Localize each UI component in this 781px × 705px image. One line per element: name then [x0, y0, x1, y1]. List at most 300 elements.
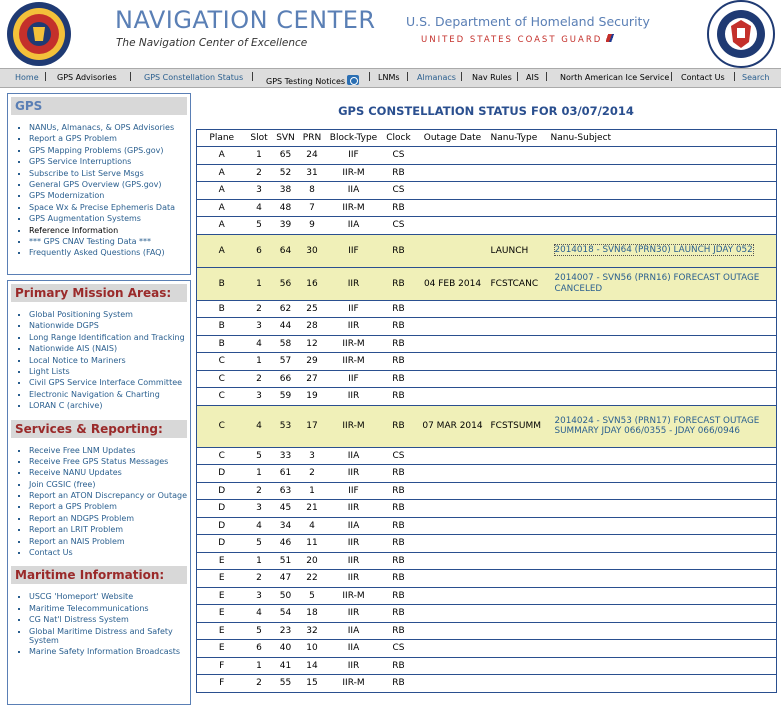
nav-search[interactable]: Search: [742, 73, 770, 82]
cell-block-type: IIF: [325, 370, 383, 388]
cell-plane: F: [197, 657, 247, 675]
sidebar-mission-list: [8, 302, 190, 417]
cell-plane: E: [197, 640, 247, 658]
cell-nanu-subject: [551, 605, 777, 623]
cell-plane: E: [197, 587, 247, 605]
sidebar-services-list: [8, 438, 190, 564]
cell-slot: 6: [247, 234, 272, 267]
cell-plane: D: [197, 482, 247, 500]
cell-svn: 56: [272, 267, 300, 300]
column-header-nanu-type: Nanu-Type: [491, 130, 551, 147]
cell-svn: 57: [272, 353, 300, 371]
cell-outage-date: [415, 318, 491, 336]
nav-contact-us[interactable]: Contact Us: [681, 73, 725, 82]
cell-outage-date: [415, 535, 491, 553]
cell-nanu-type: [491, 465, 551, 483]
cell-plane: F: [197, 675, 247, 693]
cell-slot: 2: [247, 300, 272, 318]
dhs-seal-icon[interactable]: [704, 0, 779, 68]
table-row: [197, 217, 777, 235]
cell-slot: 1: [247, 267, 272, 300]
sidebar-gps-heading: GPS: [11, 97, 187, 115]
cell-prn: 17: [300, 405, 325, 447]
column-header-slot: Slot: [247, 130, 272, 147]
sidebar-link[interactable]: CG Nat'l Distress System: [16, 615, 190, 624]
cell-nanu-type: [491, 182, 551, 200]
cell-nanu-type: [491, 535, 551, 553]
sidebar-link[interactable]: Nationwide DGPS: [16, 321, 190, 330]
cell-plane: C: [197, 370, 247, 388]
cell-clock: RB: [383, 164, 415, 182]
cell-svn: 52: [272, 164, 300, 182]
cell-slot: 1: [247, 147, 272, 165]
cell-svn: 55: [272, 675, 300, 693]
cell-outage-date: [415, 622, 491, 640]
sidebar-link[interactable]: Receive Free LNM Updates: [16, 446, 190, 455]
cell-svn: 59: [272, 388, 300, 406]
column-header-plane: Plane: [197, 130, 247, 147]
sidebar-link[interactable]: Maritime Telecommunications: [16, 604, 190, 613]
sidebar-link[interactable]: Nationwide AIS (NAIS): [16, 344, 190, 353]
cell-outage-date: [415, 657, 491, 675]
cell-outage-date: [415, 370, 491, 388]
cell-block-type: IIR-M: [325, 587, 383, 605]
cell-prn: 1: [300, 482, 325, 500]
table-row: [197, 605, 777, 623]
cell-slot: 3: [247, 318, 272, 336]
table-row: [197, 447, 777, 465]
cell-plane: E: [197, 605, 247, 623]
cell-outage-date: [415, 640, 491, 658]
table-row: [197, 570, 777, 588]
cell-block-type: IIR: [325, 465, 383, 483]
cell-block-type: IIA: [325, 182, 383, 200]
cell-svn: 62: [272, 300, 300, 318]
cell-block-type: IIR-M: [325, 353, 383, 371]
cell-block-type: IIR-M: [325, 405, 383, 447]
table-row: [197, 147, 777, 165]
cell-nanu-type: [491, 587, 551, 605]
cell-nanu-type: [491, 388, 551, 406]
cell-nanu-type: [491, 335, 551, 353]
cell-nanu-subject: [551, 482, 777, 500]
cell-outage-date: [415, 335, 491, 353]
nav-testing-label: GPS Testing Notices: [266, 77, 346, 86]
cell-block-type: IIR: [325, 267, 383, 300]
cell-svn: 61: [272, 465, 300, 483]
cell-nanu-subject: [551, 535, 777, 553]
cell-outage-date: 04 FEB 2014: [415, 267, 491, 300]
cell-outage-date: [415, 465, 491, 483]
cell-clock: CS: [383, 147, 415, 165]
table-body: [197, 147, 777, 693]
cell-clock: RB: [383, 388, 415, 406]
cell-block-type: IIR: [325, 657, 383, 675]
sidebar-link[interactable]: *** GPS CNAV Testing Data ***: [16, 237, 190, 246]
cell-svn: 45: [272, 500, 300, 518]
cell-plane: C: [197, 405, 247, 447]
table-row: [197, 164, 777, 182]
cell-svn: 47: [272, 570, 300, 588]
cell-prn: 28: [300, 318, 325, 336]
cell-nanu-type: [491, 217, 551, 235]
column-header-block-type: Block-Type: [325, 130, 383, 147]
nav-separator: |: [516, 72, 520, 82]
cell-nanu-subject[interactable]: [551, 234, 777, 267]
cell-nanu-type: [491, 552, 551, 570]
cell-block-type: IIR: [325, 605, 383, 623]
cell-svn: 54: [272, 605, 300, 623]
sidebar-link[interactable]: Receive Free GPS Status Messages: [16, 457, 190, 466]
cell-prn: 29: [300, 353, 325, 371]
cell-nanu-subject: [551, 388, 777, 406]
cell-prn: 30: [300, 234, 325, 267]
uscg-seal-icon[interactable]: [3, 1, 76, 67]
cell-slot: 1: [247, 552, 272, 570]
cell-clock: RB: [383, 552, 415, 570]
cell-block-type: IIF: [325, 482, 383, 500]
cell-nanu-type: [491, 500, 551, 518]
cell-outage-date: [415, 199, 491, 217]
table-row: [197, 405, 777, 447]
cell-clock: RB: [383, 622, 415, 640]
sidebar-info-box: [7, 280, 191, 705]
sidebar-maritime-heading: Maritime Information:: [11, 566, 187, 584]
cell-plane: D: [197, 465, 247, 483]
cell-plane: C: [197, 388, 247, 406]
cell-svn: 34: [272, 517, 300, 535]
cell-outage-date: [415, 182, 491, 200]
cell-nanu-type: [491, 622, 551, 640]
sidebar-link[interactable]: Receive NANU Updates: [16, 468, 190, 477]
cell-nanu-subject: [551, 335, 777, 353]
cell-nanu-subject: [551, 370, 777, 388]
top-navigation: [0, 68, 781, 88]
sidebar-link[interactable]: GPS Modernization: [16, 191, 190, 200]
cell-clock: RB: [383, 482, 415, 500]
dhs-title: U.S. Department of Homeland Security: [406, 14, 650, 29]
cell-nanu-type: [491, 517, 551, 535]
cell-prn: 31: [300, 164, 325, 182]
cell-nanu-type: [491, 482, 551, 500]
cell-nanu-type: [491, 447, 551, 465]
table-row: [197, 335, 777, 353]
cell-slot: 2: [247, 164, 272, 182]
nav-gps-advisories[interactable]: GPS Advisories: [57, 73, 117, 82]
cell-svn: 48: [272, 199, 300, 217]
table-row: [197, 622, 777, 640]
cell-slot: 2: [247, 570, 272, 588]
cell-nanu-type: [491, 353, 551, 371]
cell-clock: RB: [383, 199, 415, 217]
cell-nanu-type: [491, 605, 551, 623]
cell-prn: 24: [300, 147, 325, 165]
table-row: [197, 318, 777, 336]
cell-plane: A: [197, 182, 247, 200]
nav-constellation-status[interactable]: GPS Constellation Status: [144, 73, 244, 82]
page-title: GPS CONSTELLATION STATUS FOR 03/07/2014: [338, 104, 634, 118]
cell-slot: 3: [247, 182, 272, 200]
cell-prn: 8: [300, 182, 325, 200]
nav-separator: |: [251, 72, 255, 82]
nav-separator: |: [44, 72, 48, 82]
cell-block-type: IIR: [325, 552, 383, 570]
table-row: [197, 370, 777, 388]
column-header-svn: SVN: [272, 130, 300, 147]
cell-clock: RB: [383, 570, 415, 588]
sidebar-gps-list: [8, 115, 190, 264]
cell-nanu-subject: [551, 318, 777, 336]
sidebar-link[interactable]: GPS Augmentation Systems: [16, 214, 190, 223]
cell-clock: RB: [383, 370, 415, 388]
sidebar-link[interactable]: Join CGSIC (free): [16, 480, 190, 489]
column-header-outage-date: Outage Date: [415, 130, 491, 147]
cell-prn: 9: [300, 217, 325, 235]
sidebar-services-heading: Services & Reporting:: [11, 420, 187, 438]
cell-slot: 5: [247, 447, 272, 465]
cell-nanu-subject: [551, 465, 777, 483]
nav-separator: |: [670, 72, 674, 82]
cell-prn: 15: [300, 675, 325, 693]
cell-nanu-subject: [551, 517, 777, 535]
cell-nanu-subject: [551, 164, 777, 182]
cell-slot: 2: [247, 370, 272, 388]
table-row: [197, 500, 777, 518]
cell-plane: A: [197, 199, 247, 217]
cell-block-type: IIR: [325, 570, 383, 588]
sidebar-gps-box: [7, 93, 191, 275]
sidebar-link[interactable]: Frequently Asked Questions (FAQ): [16, 248, 190, 257]
sidebar-mission-heading: Primary Mission Areas:: [11, 284, 187, 302]
sidebar-link[interactable]: Subscribe to List Serve Msgs: [16, 169, 190, 178]
cell-outage-date: [415, 300, 491, 318]
cell-nanu-type: [491, 300, 551, 318]
cell-clock: RB: [383, 300, 415, 318]
cell-svn: 53: [272, 405, 300, 447]
cell-prn: 11: [300, 535, 325, 553]
nanu-subject-link[interactable]: 2014018 - SVN64 (PRN30) LAUNCH JDAY 052: [554, 245, 753, 256]
nav-separator: |: [733, 72, 737, 82]
nav-testing-notices[interactable]: [266, 75, 359, 86]
cell-svn: 51: [272, 552, 300, 570]
sidebar-link[interactable]: General GPS Overview (GPS.gov): [16, 180, 190, 189]
nav-home[interactable]: Home: [15, 73, 39, 82]
cell-block-type: IIA: [325, 622, 383, 640]
table-row: [197, 353, 777, 371]
cell-outage-date: [415, 500, 491, 518]
cell-outage-date: [415, 388, 491, 406]
cell-plane: B: [197, 300, 247, 318]
cell-slot: 4: [247, 199, 272, 217]
cell-block-type: IIR: [325, 535, 383, 553]
table-row: [197, 535, 777, 553]
table-row: [197, 388, 777, 406]
nav-separator: |: [368, 72, 372, 82]
sidebar-link[interactable]: Report a GPS Problem: [16, 134, 190, 143]
cell-block-type: IIA: [325, 640, 383, 658]
cell-plane: C: [197, 353, 247, 371]
cell-prn: 32: [300, 622, 325, 640]
cell-nanu-subject: [551, 675, 777, 693]
table-row: [197, 640, 777, 658]
cell-plane: A: [197, 217, 247, 235]
cell-svn: 38: [272, 182, 300, 200]
cell-nanu-subject: [551, 657, 777, 675]
sidebar-link[interactable]: Global Maritime Distress and Safety System: [16, 627, 190, 645]
cell-svn: 39: [272, 217, 300, 235]
cell-slot: 5: [247, 535, 272, 553]
cell-nanu-subject: [551, 640, 777, 658]
table-row: [197, 587, 777, 605]
cell-clock: CS: [383, 217, 415, 235]
cell-prn: 5: [300, 587, 325, 605]
sidebar-link[interactable]: Marine Safety Information Broadcasts: [16, 647, 190, 656]
cell-block-type: IIR: [325, 500, 383, 518]
cell-clock: RB: [383, 675, 415, 693]
sidebar-link[interactable]: Contact Us: [16, 548, 190, 557]
cell-nanu-type: [491, 199, 551, 217]
cell-svn: 66: [272, 370, 300, 388]
table-row: [197, 465, 777, 483]
nav-almanacs[interactable]: Almanacs: [417, 73, 456, 82]
cell-clock: RB: [383, 605, 415, 623]
sidebar-link[interactable]: Civil GPS Service Interface Committee: [16, 378, 190, 387]
cell-nanu-subject[interactable]: 2014024 - SVN53 (PRN17) FORECAST OUTAGE SUMMARY JDAY 066/0355 - JDAY 066/0946: [551, 405, 777, 447]
cell-nanu-subject: [551, 552, 777, 570]
cell-prn: 16: [300, 267, 325, 300]
cell-prn: 2: [300, 465, 325, 483]
cell-plane: D: [197, 517, 247, 535]
cell-plane: B: [197, 318, 247, 336]
cell-nanu-type: [491, 675, 551, 693]
cell-clock: RB: [383, 465, 415, 483]
cell-nanu-type: [491, 640, 551, 658]
cell-clock: RB: [383, 267, 415, 300]
cell-prn: 20: [300, 552, 325, 570]
sidebar-link[interactable]: Report an NDGPS Problem: [16, 514, 190, 523]
cell-prn: 14: [300, 657, 325, 675]
uscg-stripe-icon: [606, 34, 614, 42]
sidebar-link[interactable]: NANUs, Almanacs, & OPS Advisories: [16, 123, 190, 132]
sidebar-maritime-list: [8, 584, 190, 662]
cell-outage-date: [415, 482, 491, 500]
cell-nanu-type: [491, 570, 551, 588]
cell-block-type: IIF: [325, 147, 383, 165]
cell-block-type: IIR-M: [325, 675, 383, 693]
cell-outage-date: [415, 447, 491, 465]
cell-nanu-type: [491, 657, 551, 675]
cell-block-type: IIA: [325, 217, 383, 235]
nav-separator: |: [406, 72, 410, 82]
cell-plane: A: [197, 147, 247, 165]
sidebar-link[interactable]: Space Wx & Precise Ephemeris Data: [16, 203, 190, 212]
constellation-table: [196, 129, 777, 693]
sidebar-link[interactable]: USCG 'Homeport' Website: [16, 592, 190, 601]
cell-nanu-subject: [551, 199, 777, 217]
cell-svn: 65: [272, 147, 300, 165]
cell-plane: B: [197, 335, 247, 353]
table-header-row: [197, 130, 777, 147]
cell-outage-date: [415, 147, 491, 165]
cell-clock: RB: [383, 405, 415, 447]
site-header: [0, 0, 781, 68]
cell-nanu-subject[interactable]: 2014007 - SVN56 (PRN16) FORECAST OUTAGE CANCELED: [551, 267, 777, 300]
cell-slot: 2: [247, 675, 272, 693]
cell-slot: 1: [247, 353, 272, 371]
cell-prn: 3: [300, 447, 325, 465]
sidebar-link[interactable]: Report an ATON Discrepancy or Outage: [16, 491, 190, 500]
cell-block-type: IIR-M: [325, 164, 383, 182]
cell-nanu-type: [491, 164, 551, 182]
sidebar-link[interactable]: Global Positioning System: [16, 310, 190, 319]
cell-slot: 3: [247, 500, 272, 518]
cell-clock: RB: [383, 587, 415, 605]
cell-slot: 1: [247, 465, 272, 483]
sidebar-link[interactable]: Long Range Identification and Tracking: [16, 333, 190, 342]
sidebar-link[interactable]: Report an NAIS Problem: [16, 537, 190, 546]
cell-plane: A: [197, 234, 247, 267]
cell-prn: 21: [300, 500, 325, 518]
uscg-title-text: UNITED STATES COAST GUARD: [421, 35, 603, 45]
sidebar-link[interactable]: Light Lists: [16, 367, 190, 376]
cell-nanu-subject: [551, 500, 777, 518]
nav-ais[interactable]: AIS: [526, 73, 539, 82]
cell-slot: 3: [247, 388, 272, 406]
nav-separator: |: [129, 72, 133, 82]
nav-nav-rules[interactable]: Nav Rules: [472, 73, 512, 82]
cell-outage-date: [415, 605, 491, 623]
cell-plane: D: [197, 535, 247, 553]
sidebar-link[interactable]: Report an LRIT Problem: [16, 525, 190, 534]
table-row: [197, 300, 777, 318]
cell-svn: 64: [272, 234, 300, 267]
cell-prn: 25: [300, 300, 325, 318]
nav-lnms[interactable]: LNMs: [378, 73, 400, 82]
cell-outage-date: 07 MAR 2014: [415, 405, 491, 447]
sidebar-link[interactable]: Electronic Navigation & Charting: [16, 390, 190, 399]
cell-plane: B: [197, 267, 247, 300]
sidebar-link[interactable]: GPS Service Interruptions: [16, 157, 190, 166]
cell-nanu-type: [491, 370, 551, 388]
cell-prn: 22: [300, 570, 325, 588]
cell-slot: 4: [247, 517, 272, 535]
cell-nanu-subject: [551, 622, 777, 640]
cell-slot: 5: [247, 217, 272, 235]
table-row: [197, 675, 777, 693]
table-row: [197, 234, 777, 267]
table-row: [197, 199, 777, 217]
cell-nanu-subject: [551, 300, 777, 318]
cell-clock: RB: [383, 535, 415, 553]
cell-nanu-type: [491, 147, 551, 165]
sidebar-link[interactable]: Report a GPS Problem: [16, 502, 190, 511]
cell-block-type: IIR: [325, 318, 383, 336]
table-row: [197, 517, 777, 535]
sidebar-link[interactable]: Reference Information: [16, 226, 190, 235]
sidebar-link[interactable]: LORAN C (archive): [16, 401, 190, 410]
cell-svn: 63: [272, 482, 300, 500]
cell-svn: 46: [272, 535, 300, 553]
sidebar-link[interactable]: GPS Mapping Problems (GPS.gov): [16, 146, 190, 155]
cell-nanu-subject: [551, 353, 777, 371]
sidebar-link[interactable]: Local Notice to Mariners: [16, 356, 190, 365]
cell-plane: C: [197, 447, 247, 465]
cell-outage-date: [415, 217, 491, 235]
uscg-title: [421, 34, 614, 45]
nav-ice-service[interactable]: North American Ice Service: [560, 73, 670, 82]
cell-block-type: IIF: [325, 234, 383, 267]
cell-prn: 12: [300, 335, 325, 353]
